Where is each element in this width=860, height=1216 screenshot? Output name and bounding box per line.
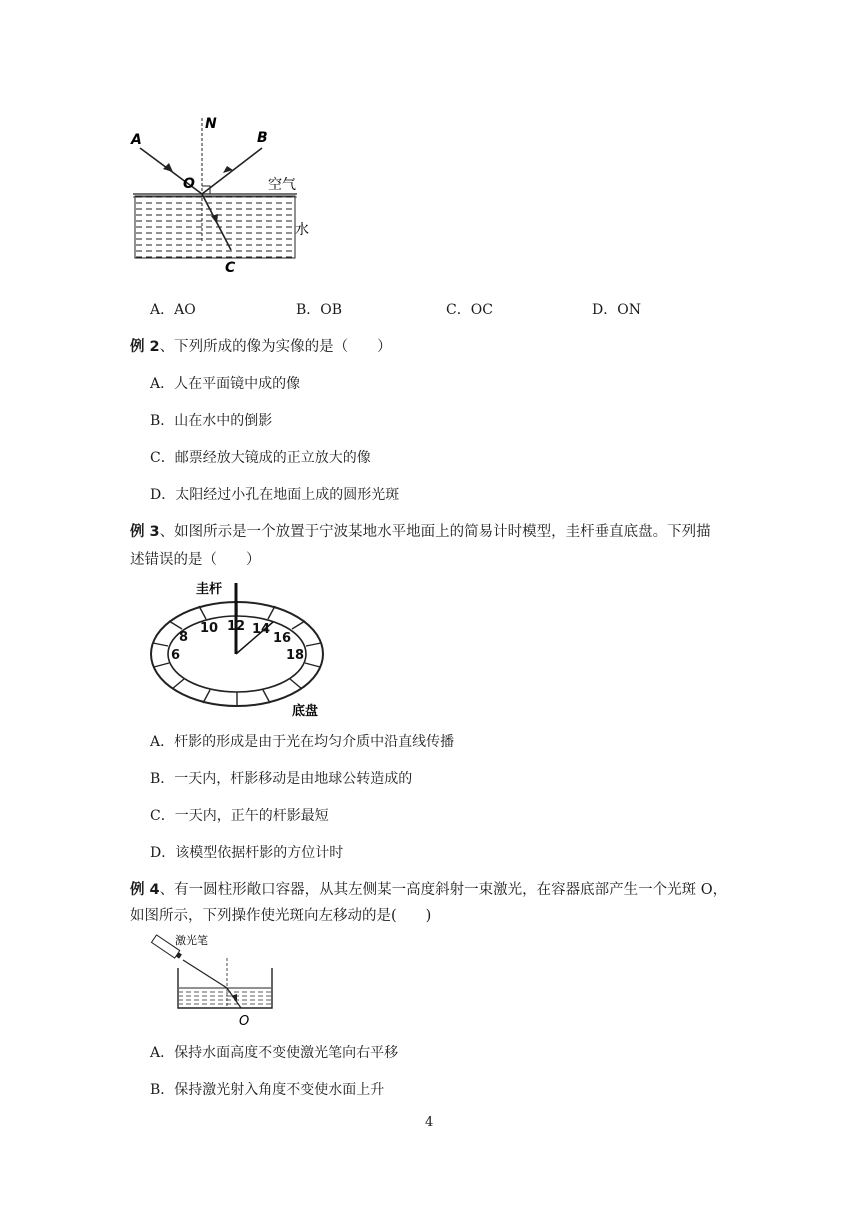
ray-ob	[202, 148, 262, 194]
q3-number: 例 3	[130, 524, 160, 540]
page-number: 4	[425, 1115, 434, 1130]
q4-option-a: A．保持水面高度不变使激光笔向右平移	[150, 1045, 399, 1061]
label-pole: 圭杆	[196, 582, 223, 597]
label-c: C	[225, 260, 236, 276]
q1-option-c: C．OC	[446, 302, 493, 318]
hour-8: 8	[179, 630, 189, 645]
hour-16: 16	[273, 631, 292, 646]
q3-option-d: D．该模型依据杆影的方位计时	[150, 845, 344, 861]
arrow-ao	[163, 163, 173, 172]
hour-12: 12	[227, 619, 246, 634]
q2-number: 例 2	[130, 339, 160, 355]
label-a: A	[131, 132, 142, 148]
hour-10: 10	[200, 621, 219, 636]
q3-stem-text1: 、如图所示是一个放置于宁波某地水平地面上的简易计时模型，圭杆垂直底盘。下列描	[159, 524, 711, 540]
container-water	[179, 988, 271, 1007]
q3-stem-line2: 述错误的是（ ）	[130, 552, 261, 568]
water-body	[135, 196, 295, 258]
label-base: 底盘	[292, 704, 319, 719]
label-spot-o: O	[239, 1014, 250, 1029]
q2-option-c: C．邮票经放大镜成的正立放大的像	[150, 450, 371, 466]
label-water: 水	[295, 222, 309, 238]
figure-laser-container	[145, 930, 295, 1032]
q1-option-b: B．OB	[296, 302, 343, 318]
q2-option-b: B．山在水中的倒影	[150, 413, 273, 429]
hour-6: 6	[171, 648, 181, 663]
q4-option-b: B．保持激光射入角度不变使水面上升	[150, 1082, 385, 1098]
label-o: O	[183, 176, 195, 192]
label-laser-pen: 激光笔	[175, 934, 208, 947]
q3-option-a: A．杆影的形成是由于光在均匀介质中沿直线传播	[150, 734, 455, 750]
hour-18: 18	[286, 648, 305, 663]
q4-number: 例 4	[130, 882, 160, 898]
q2-option-a: A．人在平面镜中成的像	[150, 376, 301, 392]
q4-stem-line2: 如图所示，下列操作使光斑向左移动的是( )	[130, 908, 432, 924]
figure-sundial	[140, 575, 340, 720]
hour-14: 14	[252, 622, 271, 637]
label-air: 空气	[268, 177, 296, 193]
q3-option-c: C．一天内，正午的杆影最短	[150, 808, 329, 824]
q3-stem-line1	[130, 522, 711, 542]
label-n: N	[205, 116, 217, 132]
laser-beam-air	[183, 960, 227, 988]
q2-stem-text: 、下列所成的像为实像的是（ ）	[159, 339, 392, 355]
label-b: B	[257, 130, 268, 146]
q1-option-d: D．ON	[592, 302, 641, 318]
q2-stem	[130, 337, 392, 357]
q4-stem-text1: 、有一圆柱形敞口容器，从其左侧某一高度斜射一束激光，在容器底部产生一个光斑 O，	[159, 882, 728, 898]
figure-reflection-refraction	[125, 110, 325, 280]
q3-option-b: B．一天内，杆影移动是由地球公转造成的	[150, 771, 413, 787]
q2-option-d: D．太阳经过小孔在地面上成的圆形光斑	[150, 487, 400, 503]
q4-stem-line1	[130, 880, 727, 900]
q1-option-a: A．AO	[150, 302, 196, 318]
